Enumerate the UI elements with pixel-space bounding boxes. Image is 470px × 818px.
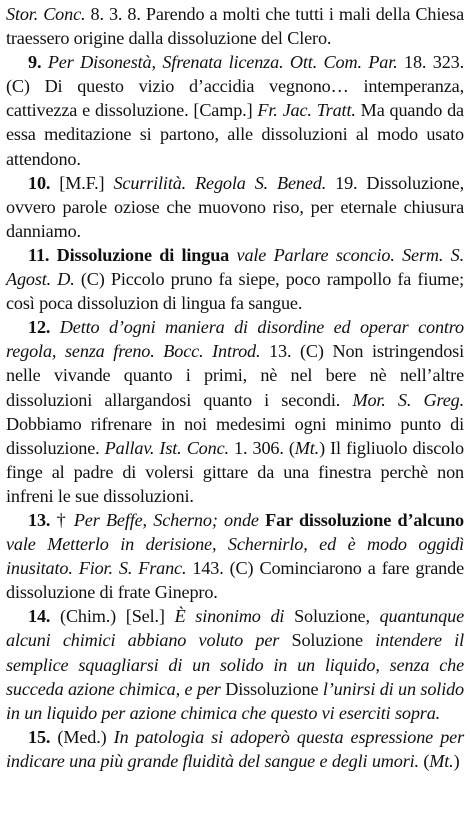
entry-10-segment: 10. — [28, 172, 51, 193]
entry-9-segment: 9. — [28, 52, 42, 73]
entry-14-segment: quantunque alcuni chimici abbiano voluto per — [6, 606, 464, 651]
entry-9-segment: 18. 323. (C) Di questo vizio d’accidia vegnono… intemperanza, cattivezza e dissoluzione. [Camp.] — [6, 52, 464, 121]
entry-cont — [6, 2, 464, 50]
entry-12-segment: Pallav. Ist. Conc. — [104, 437, 229, 458]
entry-15 — [6, 725, 464, 773]
entry-15-segment: Mt. — [429, 750, 454, 771]
entry-11-segment: vale Parlare sconcio. Serm. S. Agost. D. — [6, 244, 464, 290]
entry-12-segment: Mt. — [294, 437, 320, 458]
entry-14-segment: Dissoluzione — [220, 678, 323, 699]
entry-12-segment: ) Il figliuolo discolo finge al padre di volersi gittare da una finestra perchè non infreni le sue dissoluzioni. — [6, 437, 464, 506]
entry-14-segment: (Chim.) [Sel.] — [50, 606, 175, 627]
entry-14-segment: È sinonimo di — [174, 606, 285, 627]
entry-12-segment — [50, 317, 60, 337]
entry-9-segment: Per Disonestà, Sfrenata licenza. Ott. Com. Par. — [47, 52, 398, 73]
entry-13 — [6, 508, 464, 604]
entry-9 — [6, 50, 464, 170]
entry-9-segment: Ma quando da essa meditazione si partono, alle dissoluzioni al modo usato attendono. — [6, 100, 464, 169]
entry-13-segment: 143. (C) Cominciarono a fare grande dissoluzione di frate Ginepro. — [6, 558, 464, 603]
entry-13-segment: † — [50, 509, 74, 530]
entry-11 — [6, 243, 464, 315]
entry-15-segment: ) — [453, 750, 460, 771]
entry-14-segment: l’unirsi di un solido in un liquido per azione chimica che questo vi eserciti sopra. — [6, 678, 465, 723]
entry-15-segment: In patologia si adoperò questa espressione per indicare una più grande fluidità del sangue e degli umori. — [6, 726, 464, 771]
entry-14 — [6, 604, 464, 724]
entry-12-segment: 12. — [28, 317, 51, 338]
entry-11-segment — [229, 245, 236, 265]
entry-15-segment: (Med.) — [50, 726, 114, 747]
entry-14-segment: 14. — [28, 606, 51, 627]
entry-10-segment: [M.F.] — [50, 172, 114, 193]
entry-10-segment: Scurrilità. Regola S. Bened. — [113, 172, 327, 193]
entry-12-segment: Detto d’ogni maniera di disordine ed operar contro regola, senza freno. Bocc. Introd. — [6, 317, 464, 362]
entry-10-segment: 19. Dissoluzione, ovvero parole oziose che muovono riso, per eternale chiusura danniamo. — [6, 172, 464, 241]
entry-12-segment: Dobbiamo rifrenare in noi medesimi ogni minimo punto di dissoluzione. — [6, 413, 464, 458]
entry-11-segment: (C) Piccolo pruno fa siepe, poco rampollo fa fiume; così poca dissoluzion di lingua fa sangue. — [6, 269, 464, 314]
entry-12 — [6, 315, 464, 508]
entry-12-segment: 13. (C) Non istringendosi nelle vivande quanto i primi, nè nel bere nè nell’altre dissoluzioni allargandosi quanto i secondi. — [6, 341, 464, 410]
entry-cont-segment: Stor. Conc. — [6, 4, 86, 24]
entry-12-segment: 1. 306. ( — [228, 437, 295, 458]
entry-13-segment: Per Beffe, Scherno; onde — [73, 509, 259, 530]
entry-14-segment: intendere il semplice squagliarsi di un solido in un liquido, senza che succeda azione chimica, e per — [6, 630, 464, 699]
entry-11-segment: 11. Dissoluzione di lingua — [28, 244, 230, 265]
entry-13-segment: Far dissoluzione d’alcuno — [265, 509, 464, 530]
entry-cont-segment: 8. 3. 8. Parendo a molti che tutti i mali della Chiesa traessero origine dalla dissoluzione del Clero. — [6, 4, 465, 49]
entry-13-segment: vale Metterlo in derisione, Schernirlo, ed è modo oggidì inusitato. Fior. S. Franc. — [6, 534, 464, 579]
entry-9-segment: Fr. Jac. Tratt. — [257, 100, 356, 121]
entry-15-segment: 15. — [28, 726, 51, 747]
entry-14-segment: Soluzione, — [284, 606, 380, 627]
dictionary-page — [6, 2, 464, 773]
entry-15-segment: ( — [418, 750, 430, 771]
entry-12-segment: Mor. S. Greg. — [352, 389, 464, 410]
entry-10 — [6, 171, 464, 243]
entry-14-segment: Soluzione — [279, 630, 376, 651]
entry-13-segment: 13. — [28, 509, 51, 530]
